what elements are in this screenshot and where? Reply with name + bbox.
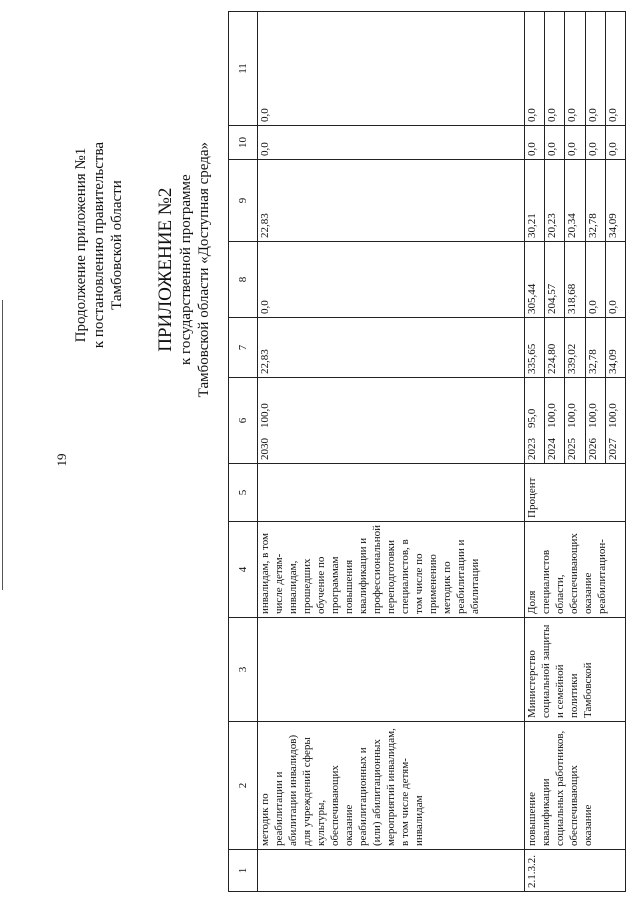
year-label: 2025 [566, 438, 579, 460]
column-number: 8 [229, 242, 258, 318]
indicator-description-cell: Доля специалистов области, обеспечивающих оказание реабилитацион- [524, 522, 625, 618]
measure-description-cell: повышение квалификации социальных работников, обеспечивающих оказание [524, 722, 625, 850]
indicator-value: 100,0 [546, 403, 559, 428]
year-label: 2024 [546, 438, 559, 460]
funding-cell: 30,21 [524, 160, 544, 242]
table-cell [257, 850, 524, 892]
funding-cell: 0,0 [524, 12, 544, 126]
header-line-2: к постановлению правительства [91, 142, 107, 349]
funding-cell: 318,68 [565, 242, 585, 318]
indicator-value: 100,0 [566, 403, 579, 428]
year-label: 2023 [525, 438, 538, 460]
funding-cell: 0,0 [257, 12, 524, 126]
table-cell [257, 618, 524, 722]
unit-cell: Процент [524, 464, 625, 522]
column-number: 4 [229, 522, 258, 618]
funding-cell: 32,78 [585, 160, 605, 242]
year-value-cell [545, 378, 565, 464]
appendix-subtitle-2: Тамбовской области «Доступная среда» [196, 142, 212, 398]
column-number: 7 [229, 318, 258, 378]
column-number: 5 [229, 464, 258, 522]
appendix-title: ПРИЛОЖЕНИЕ №2 [155, 187, 176, 352]
appendix-subtitle-1: к государственной программе [178, 174, 194, 365]
indicator-description-cell: инвалидам, в том числе детям-инвалидам, прошедших обучение по программам повышения квалификации и профессиональной переподготовки специалистов, в том числе по применению методик по реабилитации и абилитации [257, 522, 524, 618]
program-table [228, 11, 626, 892]
column-number: 3 [229, 618, 258, 722]
funding-cell: 0,0 [565, 12, 585, 126]
funding-cell: 0,0 [605, 126, 625, 160]
appendix-title-block [155, 142, 213, 397]
funding-cell: 0,0 [545, 126, 565, 160]
funding-total-cell: 32,78 [585, 318, 605, 378]
funding-cell: 0,0 [257, 242, 524, 318]
item-number-cell: 2.1.3.2. [524, 850, 625, 892]
year-value-cell [524, 378, 544, 464]
funding-cell: 0,0 [605, 12, 625, 126]
indicator-value: 95,0 [525, 408, 538, 428]
year-label: 2027 [606, 438, 619, 460]
table-cell [257, 464, 524, 522]
header-line-1: Продолжение приложения №1 [73, 147, 89, 343]
funding-cell: 0,0 [605, 242, 625, 318]
funding-total-cell: 339,02 [565, 318, 585, 378]
column-number: 1 [229, 850, 258, 892]
funding-cell: 0,0 [257, 126, 524, 160]
funding-cell: 0,0 [585, 12, 605, 126]
funding-cell: 20,23 [545, 160, 565, 242]
funding-cell: 34,09 [605, 160, 625, 242]
indicator-value: 100,0 [586, 403, 599, 428]
funding-cell: 204,57 [545, 242, 565, 318]
funding-total-cell: 34,09 [605, 318, 625, 378]
year-value-cell [585, 378, 605, 464]
year-value-cell [605, 378, 625, 464]
funding-cell: 0,0 [585, 126, 605, 160]
funding-cell: 22,83 [257, 160, 524, 242]
table-row [257, 12, 524, 892]
measure-description-cell: методик по реабилитации и абилитации инвалидов) для учреждений сферы культуры, обеспечивающих оказание реабилитационных и (или) абилитационных мероприятий инвалидам, в том числе детям-инвалидам [257, 722, 524, 850]
funding-cell: 0,0 [585, 242, 605, 318]
year-value-cell [257, 378, 524, 464]
document-header [0, 12, 230, 892]
year-label: 2030 [258, 438, 271, 460]
rotated-page [0, 12, 640, 892]
indicator-value: 100,0 [258, 403, 271, 428]
funding-cell: 0,0 [524, 126, 544, 160]
funding-cell: 20,34 [565, 160, 585, 242]
funding-cell: 305,44 [524, 242, 544, 318]
responsible-cell: Министерство социальной защиты и семейной политики Тамбовской [524, 618, 625, 722]
indicator-value: 100,0 [606, 403, 619, 428]
column-number: 6 [229, 378, 258, 464]
header-line-3: Тамбовской области [109, 180, 125, 310]
funding-total-cell: 335,65 [524, 318, 544, 378]
funding-total-cell: 224,80 [545, 318, 565, 378]
year-label: 2026 [586, 438, 599, 460]
continuation-note [72, 142, 126, 348]
column-number-row [229, 12, 258, 892]
funding-cell: 0,0 [565, 126, 585, 160]
funding-cell: 0,0 [545, 12, 565, 126]
column-number: 2 [229, 722, 258, 850]
funding-total-cell: 22,83 [257, 318, 524, 378]
column-number: 10 [229, 126, 258, 160]
column-number: 9 [229, 160, 258, 242]
table-row [524, 12, 544, 892]
page-number: 19 [54, 453, 69, 467]
column-number: 11 [229, 12, 258, 126]
year-value-cell [565, 378, 585, 464]
